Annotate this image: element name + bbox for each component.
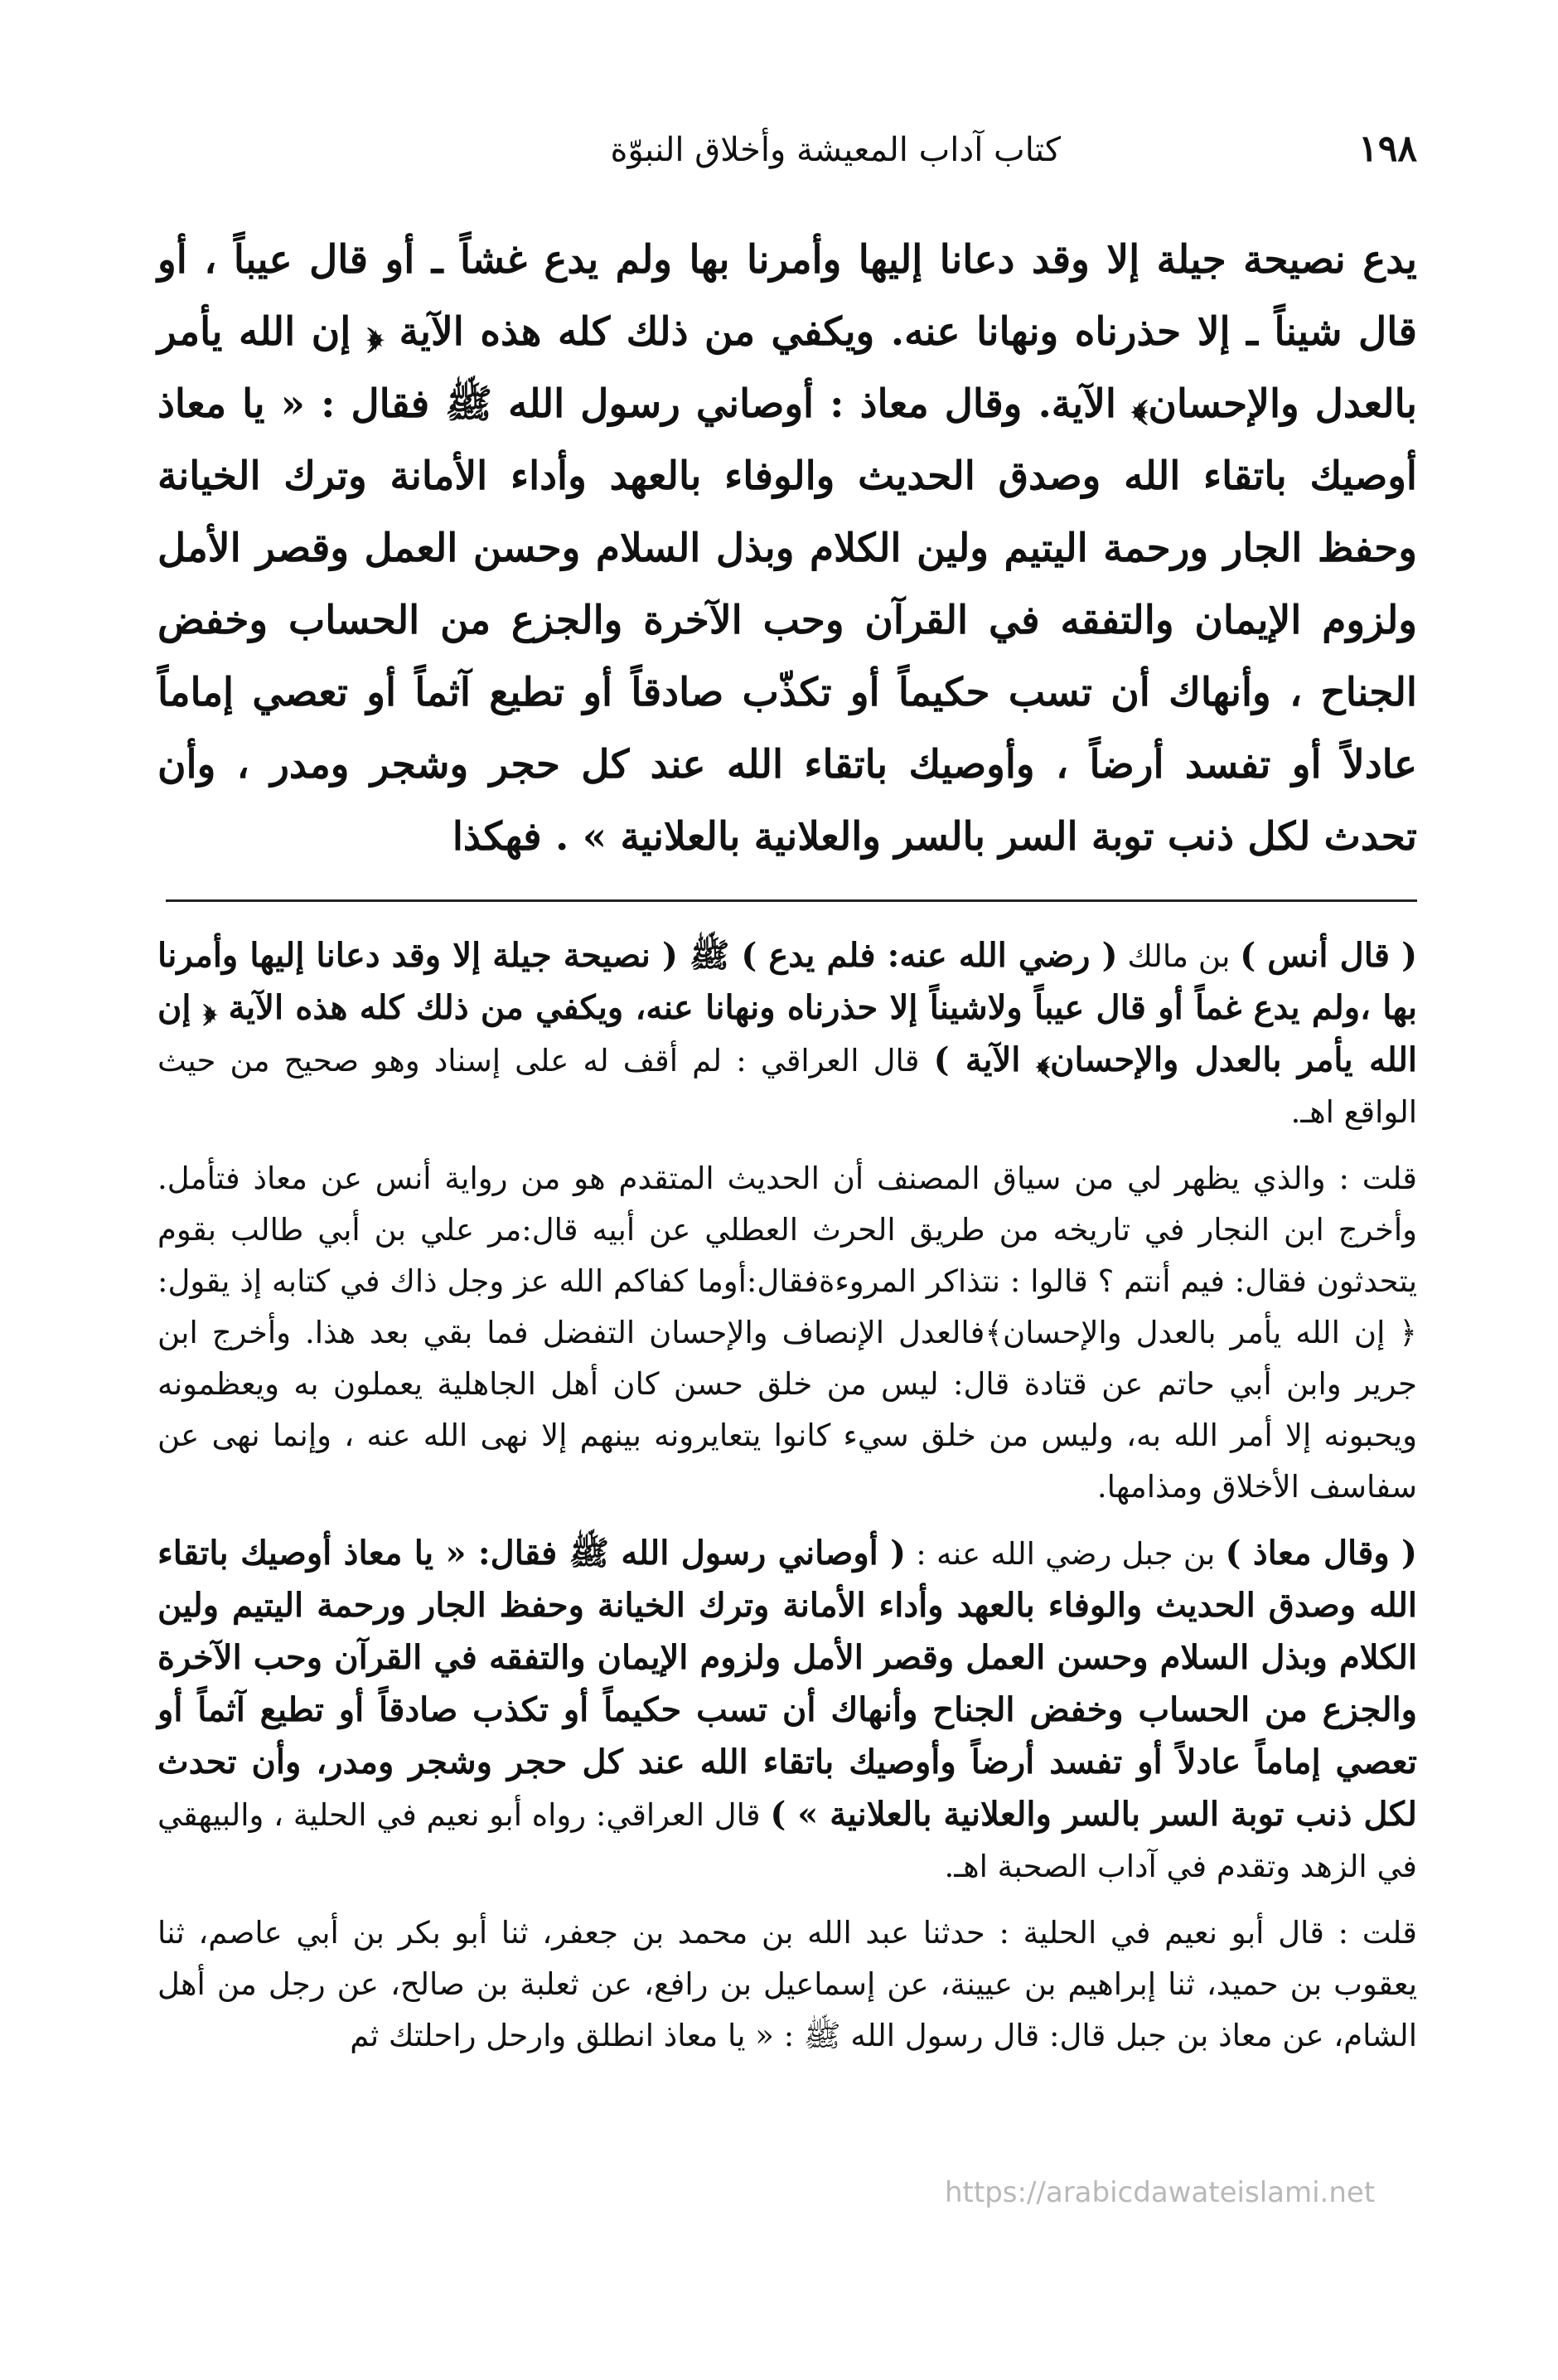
commentary-text: قال العراقي: رواه أبو نعيم في الحلية ، والبيهقي في الزهد وتقدم في آداب الصحبة اهـ. <box>157 1797 1417 1884</box>
commentary-text: بن مالك <box>1117 938 1241 974</box>
page-number: ١٩٨ <box>1358 128 1417 170</box>
page-header <box>157 124 1417 191</box>
commentary-text: قال العراقي : لم أقف له على إسناد وهو صحيح من حيث الواقع اهـ. <box>157 1043 1417 1130</box>
quoted-text-bold: ( رضي الله عنه: فلم يدع ) ﷺ ( نصيحة جيلة إلا وقد دعانا إليها وأمرنا بها ،ولم يدع غماً أو قال عيباً ولاشيناً إلا حذرناه ونهانا عنه، ويكفي من ذلك كله هذه الآية ﴿ إن الله يأمر بالعدل والإحسان﴾ الآية ) <box>157 936 1417 1079</box>
commentary-paragraph-2 <box>157 1153 1417 1513</box>
main-body-text: يدع نصيحة جيلة إلا وقد دعانا إليها وأمرنا بها ولم يدع غشاً ـ أو قال عيباً ، أو قال شيناً ـ إلا حذرناه ونهانا عنه. ويكفي من ذلك كله هذه الآية ﴿ إن الله يأمر بالعدل والإحسان﴾ الآية. وقال معاذ : أوصاني رسول الله ﷺ فقال : « يا معاذ أوصيك باتقاء الله وصدق الحديث والوفاء بالعهد وأداء الأمانة وترك الخيانة وحفظ الجار ورحمة اليتيم ولين الكلام وبذل السلام وحسن العمل وقصر الأمل ولزوم الإيمان والتفقه في القرآن وحب الآخرة والجزع من الحساب وخفض الجناح ، وأنهاك أن تسب حكيماً أو تكذّب صادقاً أو تطيع آثماً أو تعصي إماماً عادلاً أو تفسد أرضاً ، وأوصيك باتقاء الله عند كل حجر وشجر ومدر ، وأن تحدث لكل ذنب توبة السر بالسر والعلانية بالعلانية » . فهكذا <box>157 237 1417 860</box>
book-page <box>157 124 1417 2077</box>
quoted-text-bold: ( أوصاني رسول الله ﷺ فقال: « يا معاذ أوصيك باتقاء الله وصدق الحديث والوفاء بالعهد وأداء الأمانة وترك الخيانة وحفظ الجار ورحمة اليتيم ولين الكلام وبذل السلام وحسن العمل وقصر الأمل ولزوم الإيمان والتفقه في القرآن وحب الآخرة والجزع من الحساب وخفض الجناح وأنهاك أن تسب حكيماً أو تكذب صادقاً أو تطيع آثماً أو تعصي إماماً عادلاً أو تفسد أرضاً وأوصيك باتقاء الله عند كل حجر وشجر ومدر، وأن تحدث لكل ذنب توبة السر بالسر والعلانية بالعلانية » ) <box>157 1534 1417 1834</box>
commentary-section <box>157 930 1417 2062</box>
footnote-divider <box>166 899 1417 902</box>
quoted-text-bold: ( وقال معاذ ) <box>1225 1534 1417 1573</box>
running-title: كتاب آداب المعيشة وأخلاق النبوّة <box>610 131 1061 169</box>
commentary-text: قلت : والذي يظهر لي من سياق المصنف أن الحديث المتقدم هو من رواية أنس عن معاذ فتأمل. وأخرج ابن النجار في تاريخه من طريق الحرث العطلي عن أبيه قال:مر علي بن أبي طالب بقوم يتحدثون فقال: فيم أنتم ؟ قالوا : نتذاكر المروءةفقال:أوما كفاكم الله عز وجل ذاك في كتابه إذ يقول: ﴿ إن الله يأمر بالعدل والإحسان﴾فالعدل الإنصاف والإحسان التفضل فما بقي بعد هذا. وأخرج ابن جرير وابن أبي حاتم عن قتادة قال: ليس من خلق حسن كان أهل الجاهلية يعملون به ويعظمونه ويحبونه إلا أمر الله به، وليس من خلق سيء كانوا يتعايرونه بينهم إلا نهى الله عنه ، وإنما نهى عن سفاسف الأخلاق ومذامها. <box>157 1161 1417 1505</box>
watermark-url: https://arabicdawateislami.net <box>945 2176 1376 2209</box>
quoted-text-bold: ( قال أنس ) <box>1240 936 1418 975</box>
commentary-text: بن جبل رضي الله عنه : <box>906 1536 1226 1572</box>
commentary-paragraph-4 <box>157 1907 1417 2062</box>
commentary-text: قلت : قال أبو نعيم في الحلية : حدثنا عبد الله بن محمد بن جعفر، ثنا أبو بكر بن أبي عاصم، ثنا يعقوب بن حميد، ثنا إبراهيم بن عيينة، عن إسماعيل بن رافع، عن ثعلبة بن صالح، عن رجل من أهل الشام، عن معاذ بن جبل قال: قال رسول الله ﷺ : « يا معاذ انطلق وارحل راحلتك ثم <box>157 1915 1417 2053</box>
commentary-paragraph-1 <box>157 930 1417 1138</box>
commentary-paragraph-3 <box>157 1528 1417 1893</box>
